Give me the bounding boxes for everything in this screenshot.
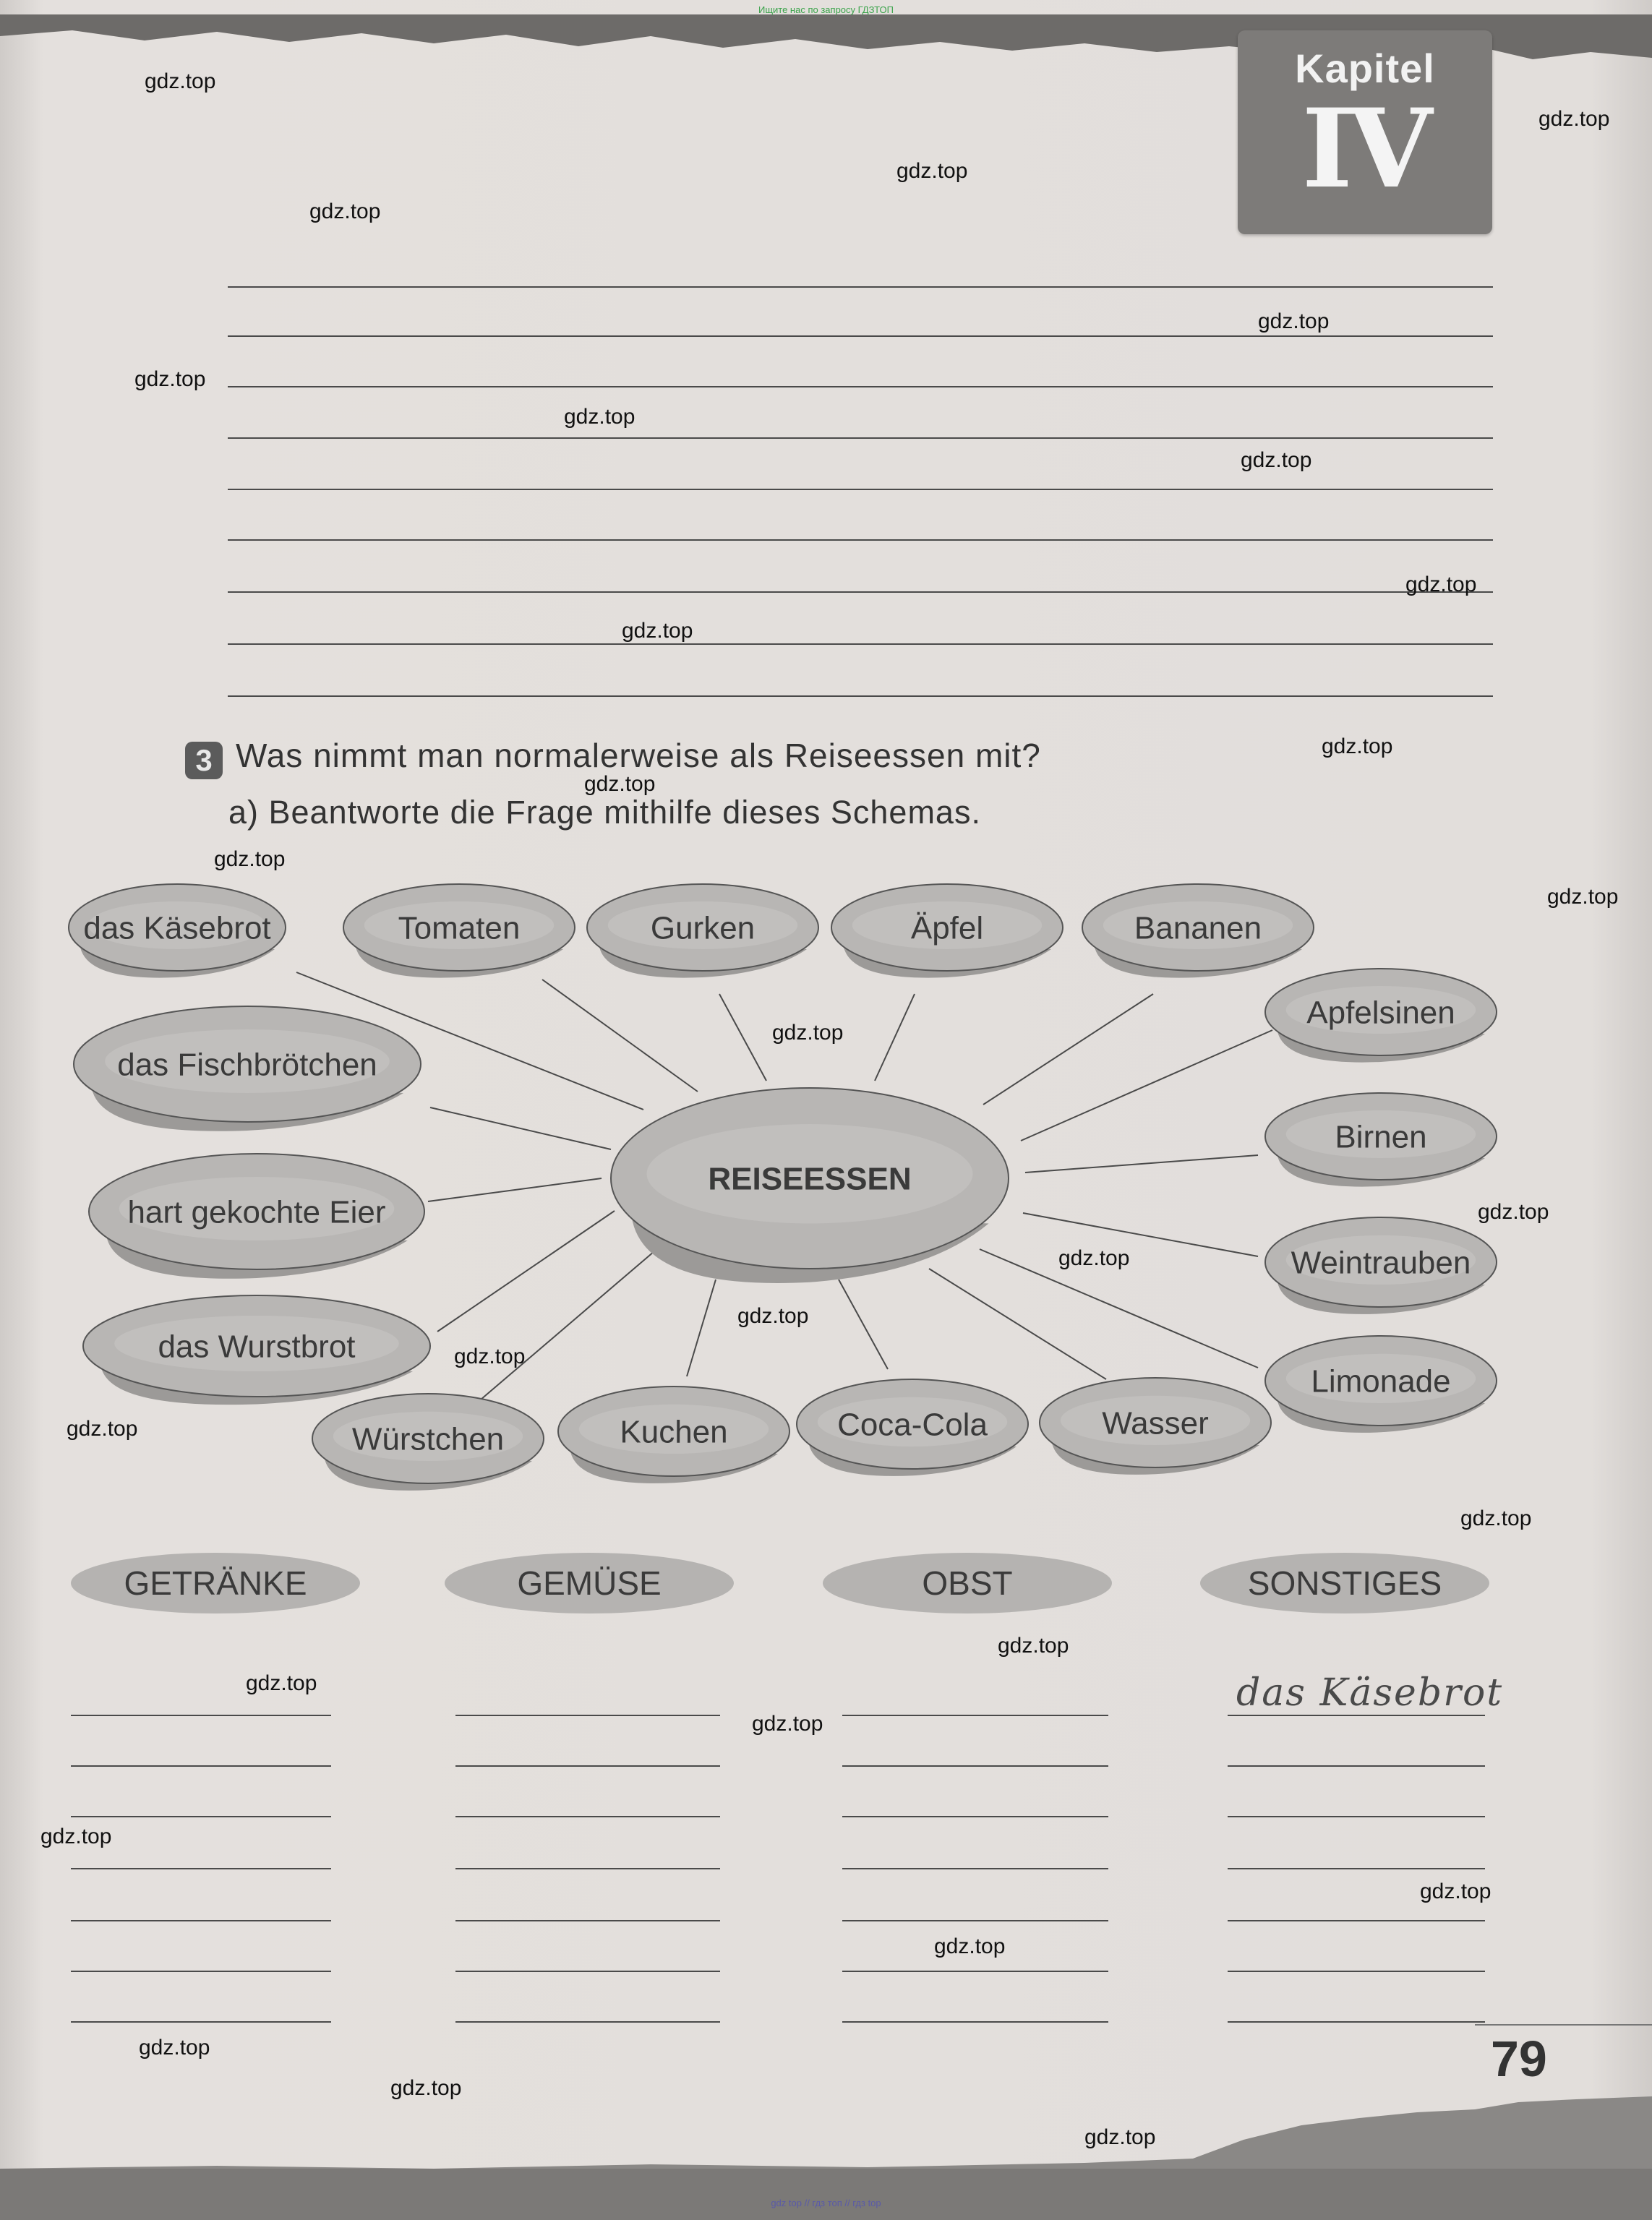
watermark: gdz.top xyxy=(67,1417,138,1441)
watermark: gdz.top xyxy=(1322,734,1393,758)
watermark: gdz.top xyxy=(737,1304,809,1328)
task-instruction: a) Beantworte die Frage mithilfe dieses Schemas. xyxy=(228,794,981,831)
node-label: das Fischbrötchen xyxy=(117,1047,377,1083)
answer-line[interactable] xyxy=(71,2021,331,2023)
watermark: gdz.top xyxy=(1478,1200,1549,1224)
node-label: Birnen xyxy=(1335,1119,1427,1155)
watermark: gdz.top xyxy=(145,69,216,93)
watermark: gdz.top xyxy=(1420,1880,1491,1903)
watermark: gdz.top xyxy=(1058,1246,1130,1270)
node-label: Apfelsinen xyxy=(1306,995,1455,1031)
answer-line[interactable] xyxy=(842,1715,1108,1716)
answer-line[interactable] xyxy=(842,1868,1108,1869)
watermark: gdz.top xyxy=(214,847,286,871)
connector-line xyxy=(875,994,915,1081)
node-label: Wasser xyxy=(1102,1405,1209,1441)
answer-line[interactable] xyxy=(71,1765,331,1767)
schema-center xyxy=(611,1088,1009,1283)
watermark: gdz.top xyxy=(1084,2125,1156,2149)
node-label: Tomaten xyxy=(398,910,521,946)
schema-item xyxy=(69,884,286,978)
connector-line xyxy=(428,1178,602,1201)
schema-item xyxy=(74,1006,421,1131)
connector-line xyxy=(1025,1155,1258,1173)
answer-line[interactable] xyxy=(842,1816,1108,1817)
answer-line[interactable] xyxy=(71,1715,331,1716)
watermark: gdz.top xyxy=(584,772,656,796)
node-label: das Wurstbrot xyxy=(158,1329,356,1365)
schema-item xyxy=(343,884,575,978)
category-getraenke: GETRÄNKE xyxy=(71,1553,360,1613)
answer-line[interactable] xyxy=(1228,1816,1485,1817)
answer-line[interactable] xyxy=(71,1868,331,1869)
answer-line[interactable] xyxy=(1228,1971,1485,1972)
watermark: gdz.top xyxy=(1241,448,1312,472)
connector-line xyxy=(839,1280,888,1369)
schema-item xyxy=(1265,1336,1497,1433)
answer-line[interactable] xyxy=(71,1816,331,1817)
page-number: 79 xyxy=(1491,2031,1547,2087)
schema-item xyxy=(1265,1093,1497,1187)
connector-line xyxy=(437,1211,615,1332)
schema-item xyxy=(83,1295,430,1405)
answer-line[interactable] xyxy=(1228,2021,1485,2023)
category-sonstiges: SONSTIGES xyxy=(1200,1553,1489,1613)
schema-item xyxy=(587,884,818,978)
node-label: Bananen xyxy=(1134,910,1262,946)
answer-line[interactable] xyxy=(455,2021,720,2023)
connector-line xyxy=(929,1269,1106,1379)
schema-item xyxy=(89,1154,424,1279)
schema-item xyxy=(1265,969,1497,1063)
top-note: Ищите нас по запросу ГДЗТОП xyxy=(758,4,894,15)
schema-item xyxy=(312,1394,544,1491)
watermark: gdz.top xyxy=(1258,309,1330,333)
schema-item xyxy=(1040,1378,1271,1475)
watermark: gdz.top xyxy=(934,1934,1006,1958)
watermark: gdz.top xyxy=(564,405,635,429)
bottom-note: gdz top // гдз топ // гдз top xyxy=(771,2198,881,2208)
task-number-badge: 3 xyxy=(185,742,223,779)
watermark: gdz.top xyxy=(1405,573,1477,596)
schema-item xyxy=(797,1379,1028,1476)
schema-item xyxy=(1082,884,1314,978)
node-label: Coca-Cola xyxy=(837,1407,988,1443)
answer-line[interactable] xyxy=(842,2021,1108,2023)
node-label: hart gekochte Eier xyxy=(127,1194,386,1230)
watermark: gdz.top xyxy=(1538,107,1610,131)
watermark: gdz.top xyxy=(1460,1507,1532,1530)
answer-line[interactable] xyxy=(455,1765,720,1767)
node-label: REISEESSEN xyxy=(708,1161,912,1197)
connector-line xyxy=(687,1280,716,1376)
answer-line[interactable] xyxy=(842,1765,1108,1767)
schema-item xyxy=(558,1387,789,1483)
connector-line xyxy=(430,1107,611,1149)
watermark: gdz.top xyxy=(309,200,381,223)
answer-line[interactable] xyxy=(1228,1715,1485,1716)
watermark: gdz.top xyxy=(454,1345,526,1368)
watermark: gdz.top xyxy=(752,1712,823,1736)
category-obst: OBST xyxy=(823,1553,1112,1613)
answer-line[interactable] xyxy=(71,1971,331,1972)
answer-line[interactable] xyxy=(455,1868,720,1869)
node-label: Limonade xyxy=(1311,1363,1451,1400)
watermark: gdz.top xyxy=(896,159,968,183)
page-number-rule xyxy=(1475,2024,1652,2026)
connector-line xyxy=(983,994,1153,1105)
watermark: gdz.top xyxy=(622,619,693,643)
watermark: gdz.top xyxy=(246,1671,317,1695)
connector-line xyxy=(542,980,698,1092)
answer-line[interactable] xyxy=(455,1971,720,1972)
watermark: gdz.top xyxy=(1547,885,1619,909)
answer-line[interactable] xyxy=(842,1920,1108,1921)
answer-line[interactable] xyxy=(455,1920,720,1921)
node-label: Gurken xyxy=(650,910,756,946)
watermark: gdz.top xyxy=(40,1825,112,1848)
connector-line xyxy=(481,1247,659,1400)
chapter-number: IV xyxy=(1301,85,1429,213)
watermark: gdz.top xyxy=(998,1634,1069,1658)
schema-item xyxy=(831,884,1063,978)
category-gemuese: GEMÜSE xyxy=(445,1553,734,1613)
task-question: Was nimmt man normalerweise als Reiseessen mit? xyxy=(236,737,1041,774)
schema-item xyxy=(1265,1217,1497,1314)
answer-line[interactable] xyxy=(71,1920,331,1921)
answer-sonstiges-example: das Käsebrot xyxy=(1236,1671,1504,1715)
node-label: Äpfel xyxy=(910,910,984,946)
watermark: gdz.top xyxy=(772,1021,844,1045)
answer-line[interactable] xyxy=(1228,1868,1485,1869)
watermark: gdz.top xyxy=(139,2036,210,2060)
answer-line[interactable] xyxy=(1228,1765,1485,1767)
node-label: Kuchen xyxy=(620,1414,728,1450)
connector-line xyxy=(719,994,766,1081)
answer-line[interactable] xyxy=(455,1816,720,1817)
node-label: das Käsebrot xyxy=(83,910,271,946)
node-label: Weintrauben xyxy=(1291,1245,1471,1281)
watermark: gdz.top xyxy=(390,2076,462,2100)
watermark: gdz.top xyxy=(134,367,206,391)
node-label: Würstchen xyxy=(351,1421,505,1457)
chapter-label: Kapitel xyxy=(1295,46,1435,91)
answer-line[interactable] xyxy=(455,1715,720,1716)
connector-line xyxy=(1021,1030,1272,1141)
answer-line[interactable] xyxy=(1228,1920,1485,1921)
answer-line[interactable] xyxy=(842,1971,1108,1972)
